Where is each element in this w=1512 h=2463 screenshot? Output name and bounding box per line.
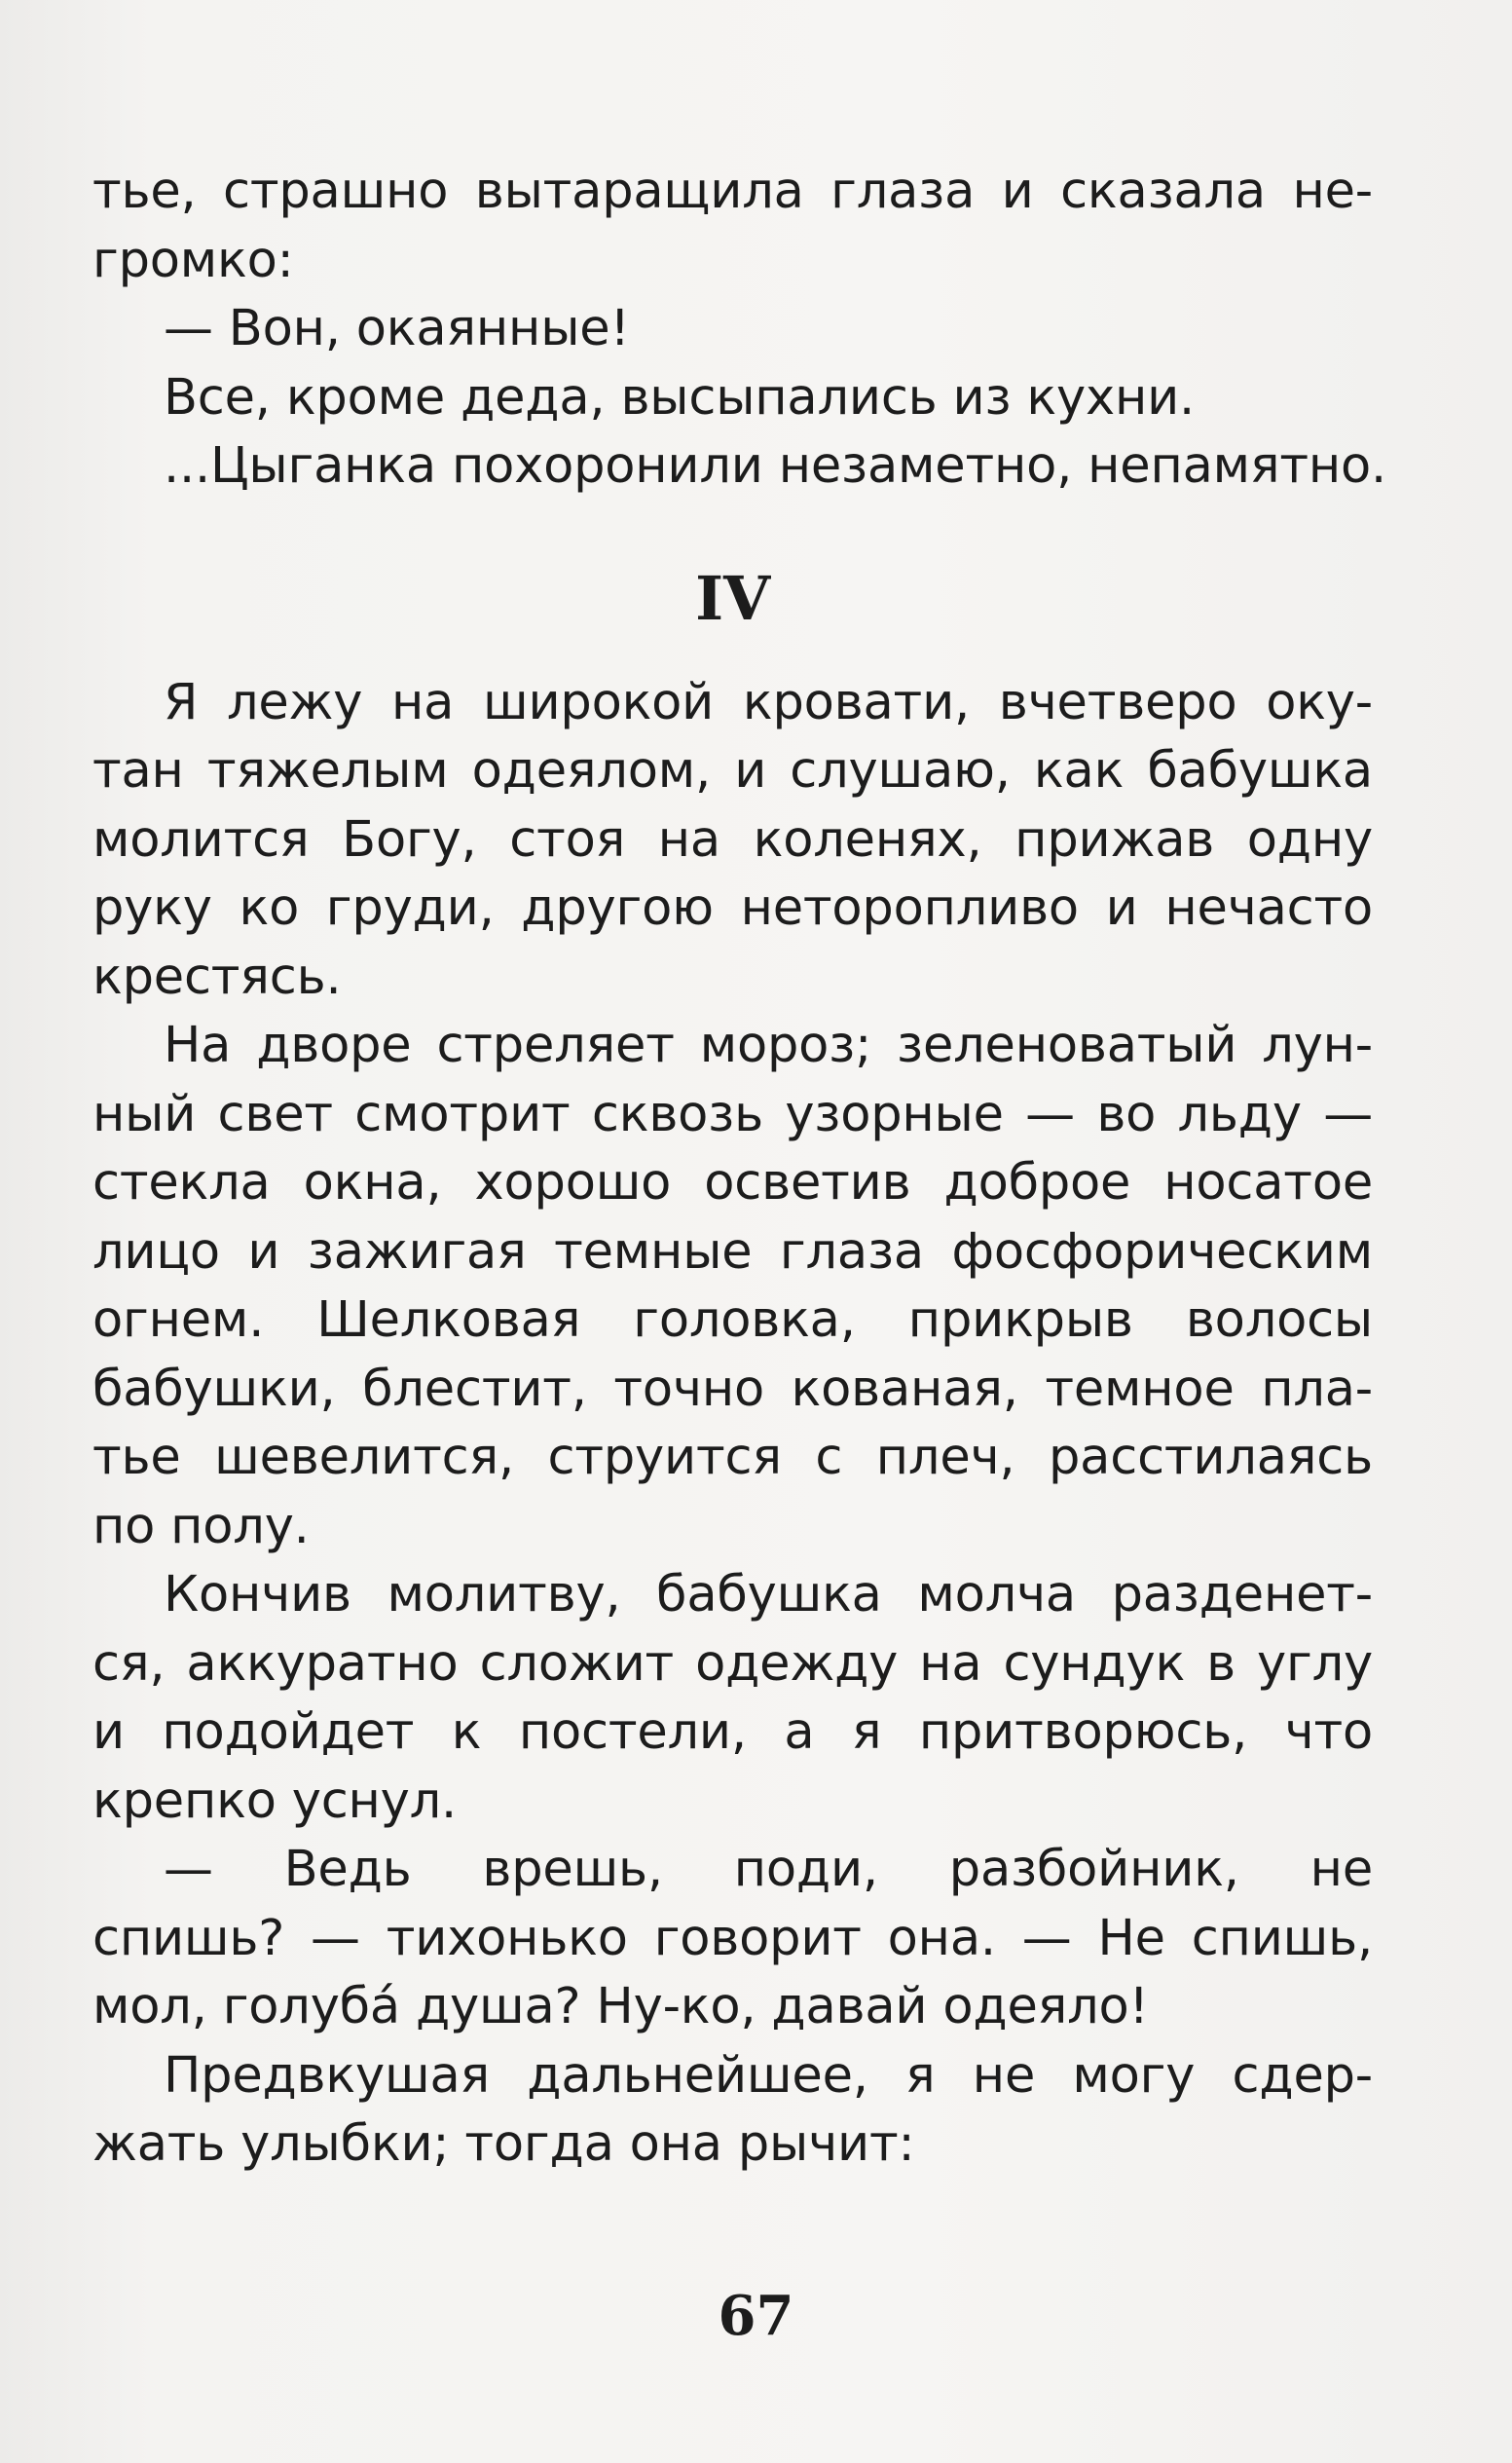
text-line: бабушки, блестит, точно кованая, темное пла- <box>92 1360 1373 1418</box>
text-line: спишь? — тихонько говорит она. — Не спишь, <box>92 1909 1373 1967</box>
text-line: Все, кроме деда, высыпались из кухни. <box>164 368 1196 427</box>
text-line: огнем. Шелковая головка, прикрыв волосы <box>92 1291 1373 1349</box>
text-line: лицо и зажигая темные глаза фосфорическим <box>92 1222 1373 1281</box>
text-line: — Вон, окаянные! <box>164 300 630 357</box>
text-line: молится Богу, стоя на коленях, прижав одну <box>92 810 1373 869</box>
text-line: На дворе стреляет мороз; зеленоватый лун- <box>164 1017 1373 1074</box>
text-line: Я лежу на широкой кровати, вчетверо оку- <box>164 673 1373 731</box>
text-line: — Ведь врешь, поди, разбойник, не <box>164 1841 1373 1898</box>
text-line: и подойдет к постели, а я притворюсь, что <box>92 1703 1373 1761</box>
text-before-chapter <box>92 158 1387 502</box>
chapter-text <box>92 669 1373 2180</box>
text-line: крестясь. <box>92 948 342 1006</box>
text-line: тье, страшно вытаращила глаза и сказала не- <box>92 163 1373 220</box>
text-line: мол, голуба́ душа? Ну-ко, давай одеяло! <box>92 1978 1149 2035</box>
text-line: тье шевелится, струится с плеч, расстилаясь <box>92 1429 1373 1486</box>
text-line: тан тяжелым одеялом, и слушаю, как бабушка <box>92 742 1373 800</box>
text-line: Предвкушая дальнейшее, я не могу сдер- <box>164 2046 1373 2105</box>
text-line: руку ко груди, другою неторопливо и нечасто <box>92 879 1373 937</box>
text-line: жать улыбки; тогда она рычит: <box>92 2115 915 2173</box>
text-line: ...Цыганка похоронили незаметно, непамятно. <box>164 437 1387 495</box>
text-line: по полу. <box>92 1497 310 1555</box>
page-text <box>92 158 1387 2180</box>
page-number: 67 <box>718 2284 794 2348</box>
text-line: крепко уснул. <box>92 1772 458 1830</box>
text-line: ный свет смотрит сквозь узорные — во льду — <box>92 1085 1373 1143</box>
text-line: стекла окна, хорошо осветив доброе носатое <box>92 1154 1373 1212</box>
chapter-heading: IV <box>695 562 770 634</box>
text-line: ся, аккуратно сложит одежду на сундук в углу <box>92 1634 1373 1693</box>
text-line: громко: <box>92 231 294 289</box>
text-line: Кончив молитву, бабушка молча разденет- <box>164 1566 1373 1623</box>
